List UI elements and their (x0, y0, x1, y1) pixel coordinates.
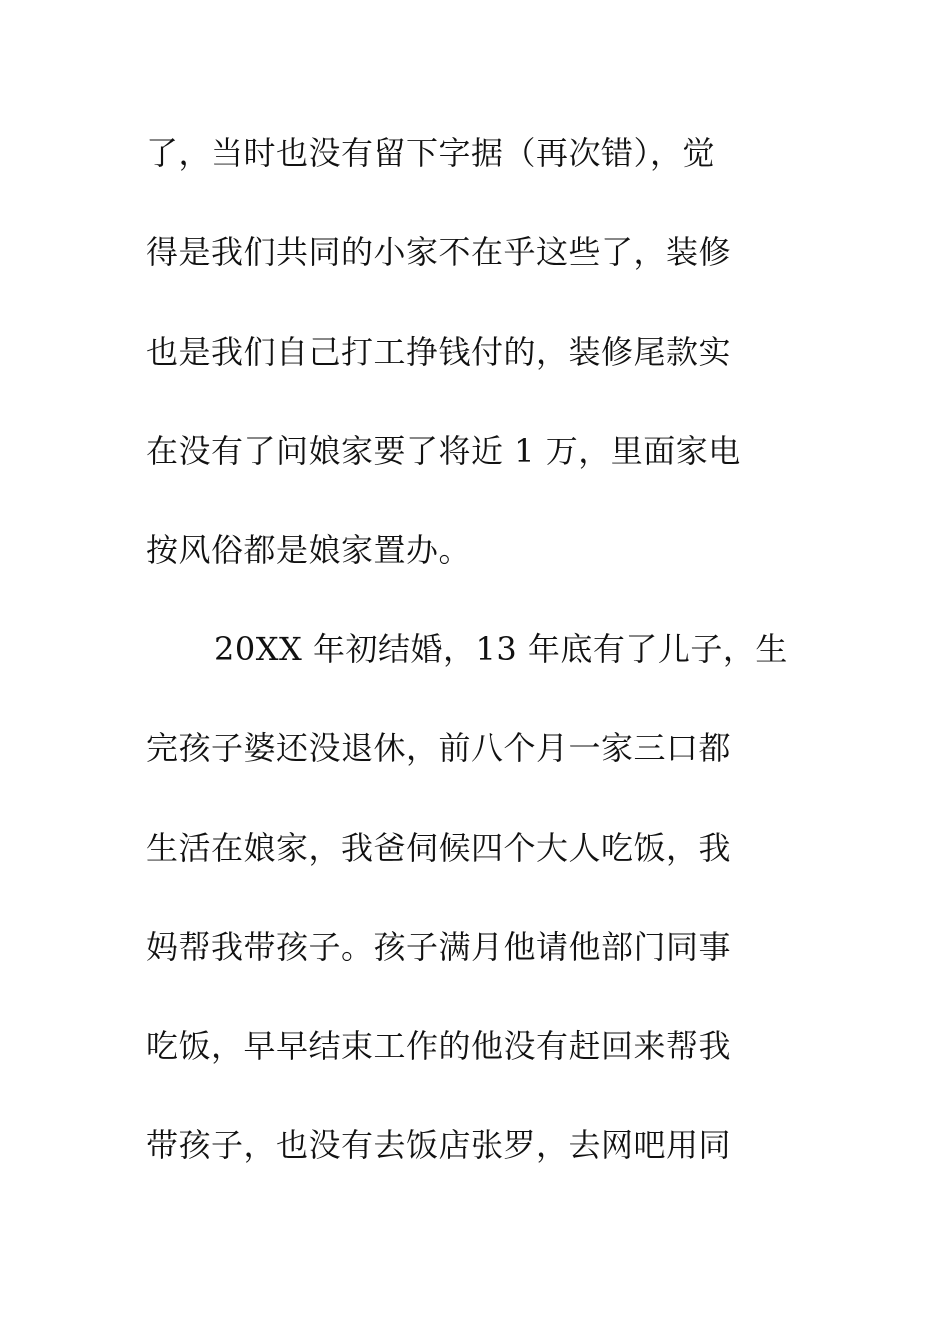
text-line: 了，当时也没有留下字据（再次错），觉 (146, 134, 716, 172)
text-line: 得是我们共同的小家不在乎这些了，装修 (146, 233, 732, 271)
text-line: 吃饭，早早结束工作的他没有赶回来帮我 (146, 1027, 732, 1065)
text-line: 带孩子，也没有去饭店张罗，去网吧用同 (146, 1126, 732, 1164)
text-line: 完孩子婆还没退休，前八个月一家三口都 (146, 729, 732, 767)
text-line: 按风俗都是娘家置办。 (146, 531, 472, 569)
text-line: 也是我们自己打工挣钱付的，装修尾款实 (146, 333, 732, 371)
text-line: 妈帮我带孩子。孩子满月他请他部门同事 (146, 928, 732, 966)
text-line: 在没有了问娘家要了将近 1 万，里面家电 (146, 432, 741, 470)
text-line: 生活在娘家，我爸伺候四个大人吃饭，我 (146, 829, 732, 867)
paragraph-first-line: 20XX 年初结婚，13 年底有了儿子，生 (214, 630, 788, 668)
